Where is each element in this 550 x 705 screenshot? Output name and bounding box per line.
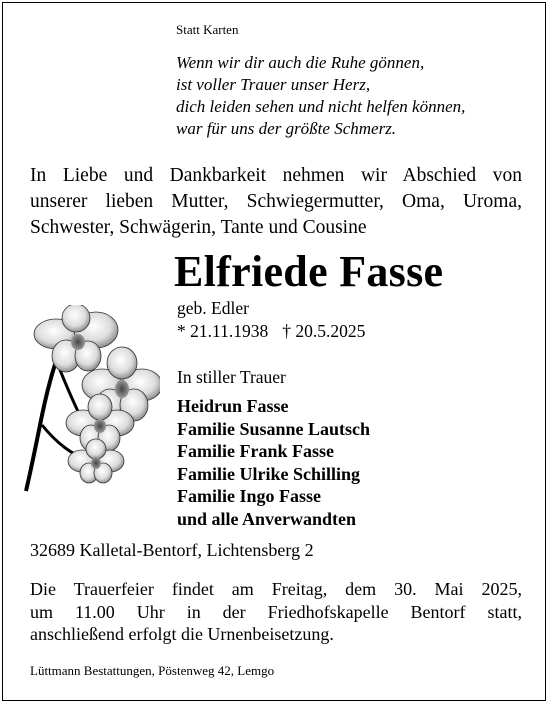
poem: [176, 52, 465, 140]
mourner-name: Familie Susanne Lautsch: [177, 418, 371, 439]
funeral-line: um 11.00 Uhr in der Friedhofskapelle Bentorf statt,: [30, 601, 522, 622]
intro-line: In Liebe und Dankbarkeit nehmen wir Abschied von: [30, 165, 522, 186]
intro-line: unserer lieben Mutter, Schwiegermutter, Oma, Uroma,: [30, 191, 522, 212]
mourner-name: Heidrun Fasse: [177, 396, 289, 416]
life-dates: [177, 321, 365, 342]
mourner-name: Familie Ingo Fasse: [177, 486, 321, 506]
mourner-name: Familie Ulrike Schilling: [177, 463, 360, 484]
birth-name: geb. Edler: [177, 298, 249, 318]
mourning-address: 32689 Kalletal-Bentorf, Lichtensberg 2: [30, 540, 314, 560]
intro-text: [30, 163, 522, 241]
poem-line: Wenn wir dir auch die Ruhe gönnen,: [176, 53, 425, 72]
mourner-name: und alle Anverwandten: [177, 508, 357, 529]
funeral-home-footer: Lüttmann Bestattungen, Pöstenweg 42, Lemgo: [30, 663, 275, 678]
birth-date: * 21.11.1938: [177, 321, 269, 341]
intro-line: Schwester, Schwägerin, Tante und Cousine: [30, 217, 367, 238]
poem-line: dich leiden sehen und nicht helfen können,: [176, 97, 466, 116]
funeral-details: [30, 578, 522, 646]
poem-line: war für uns der größte Schmerz.: [176, 119, 397, 138]
funeral-line: Die Trauerfeier findet am Freitag, dem 30. Mai 2025,: [30, 579, 522, 599]
mourners-list: [177, 395, 370, 530]
statt-karten-label: Statt Karten: [176, 22, 239, 37]
death-date: † 20.5.2025: [282, 321, 366, 341]
poem-line: ist voller Trauer unser Herz,: [176, 75, 371, 94]
deceased-name: Elfriede Fasse: [174, 247, 444, 296]
mourning-heading: In stiller Trauer: [177, 367, 286, 387]
mourner-name: Familie Frank Fasse: [177, 441, 334, 461]
orchid-image: [18, 305, 160, 495]
funeral-line: anschließend erfolgt die Urnenbeisetzung.: [30, 624, 334, 644]
